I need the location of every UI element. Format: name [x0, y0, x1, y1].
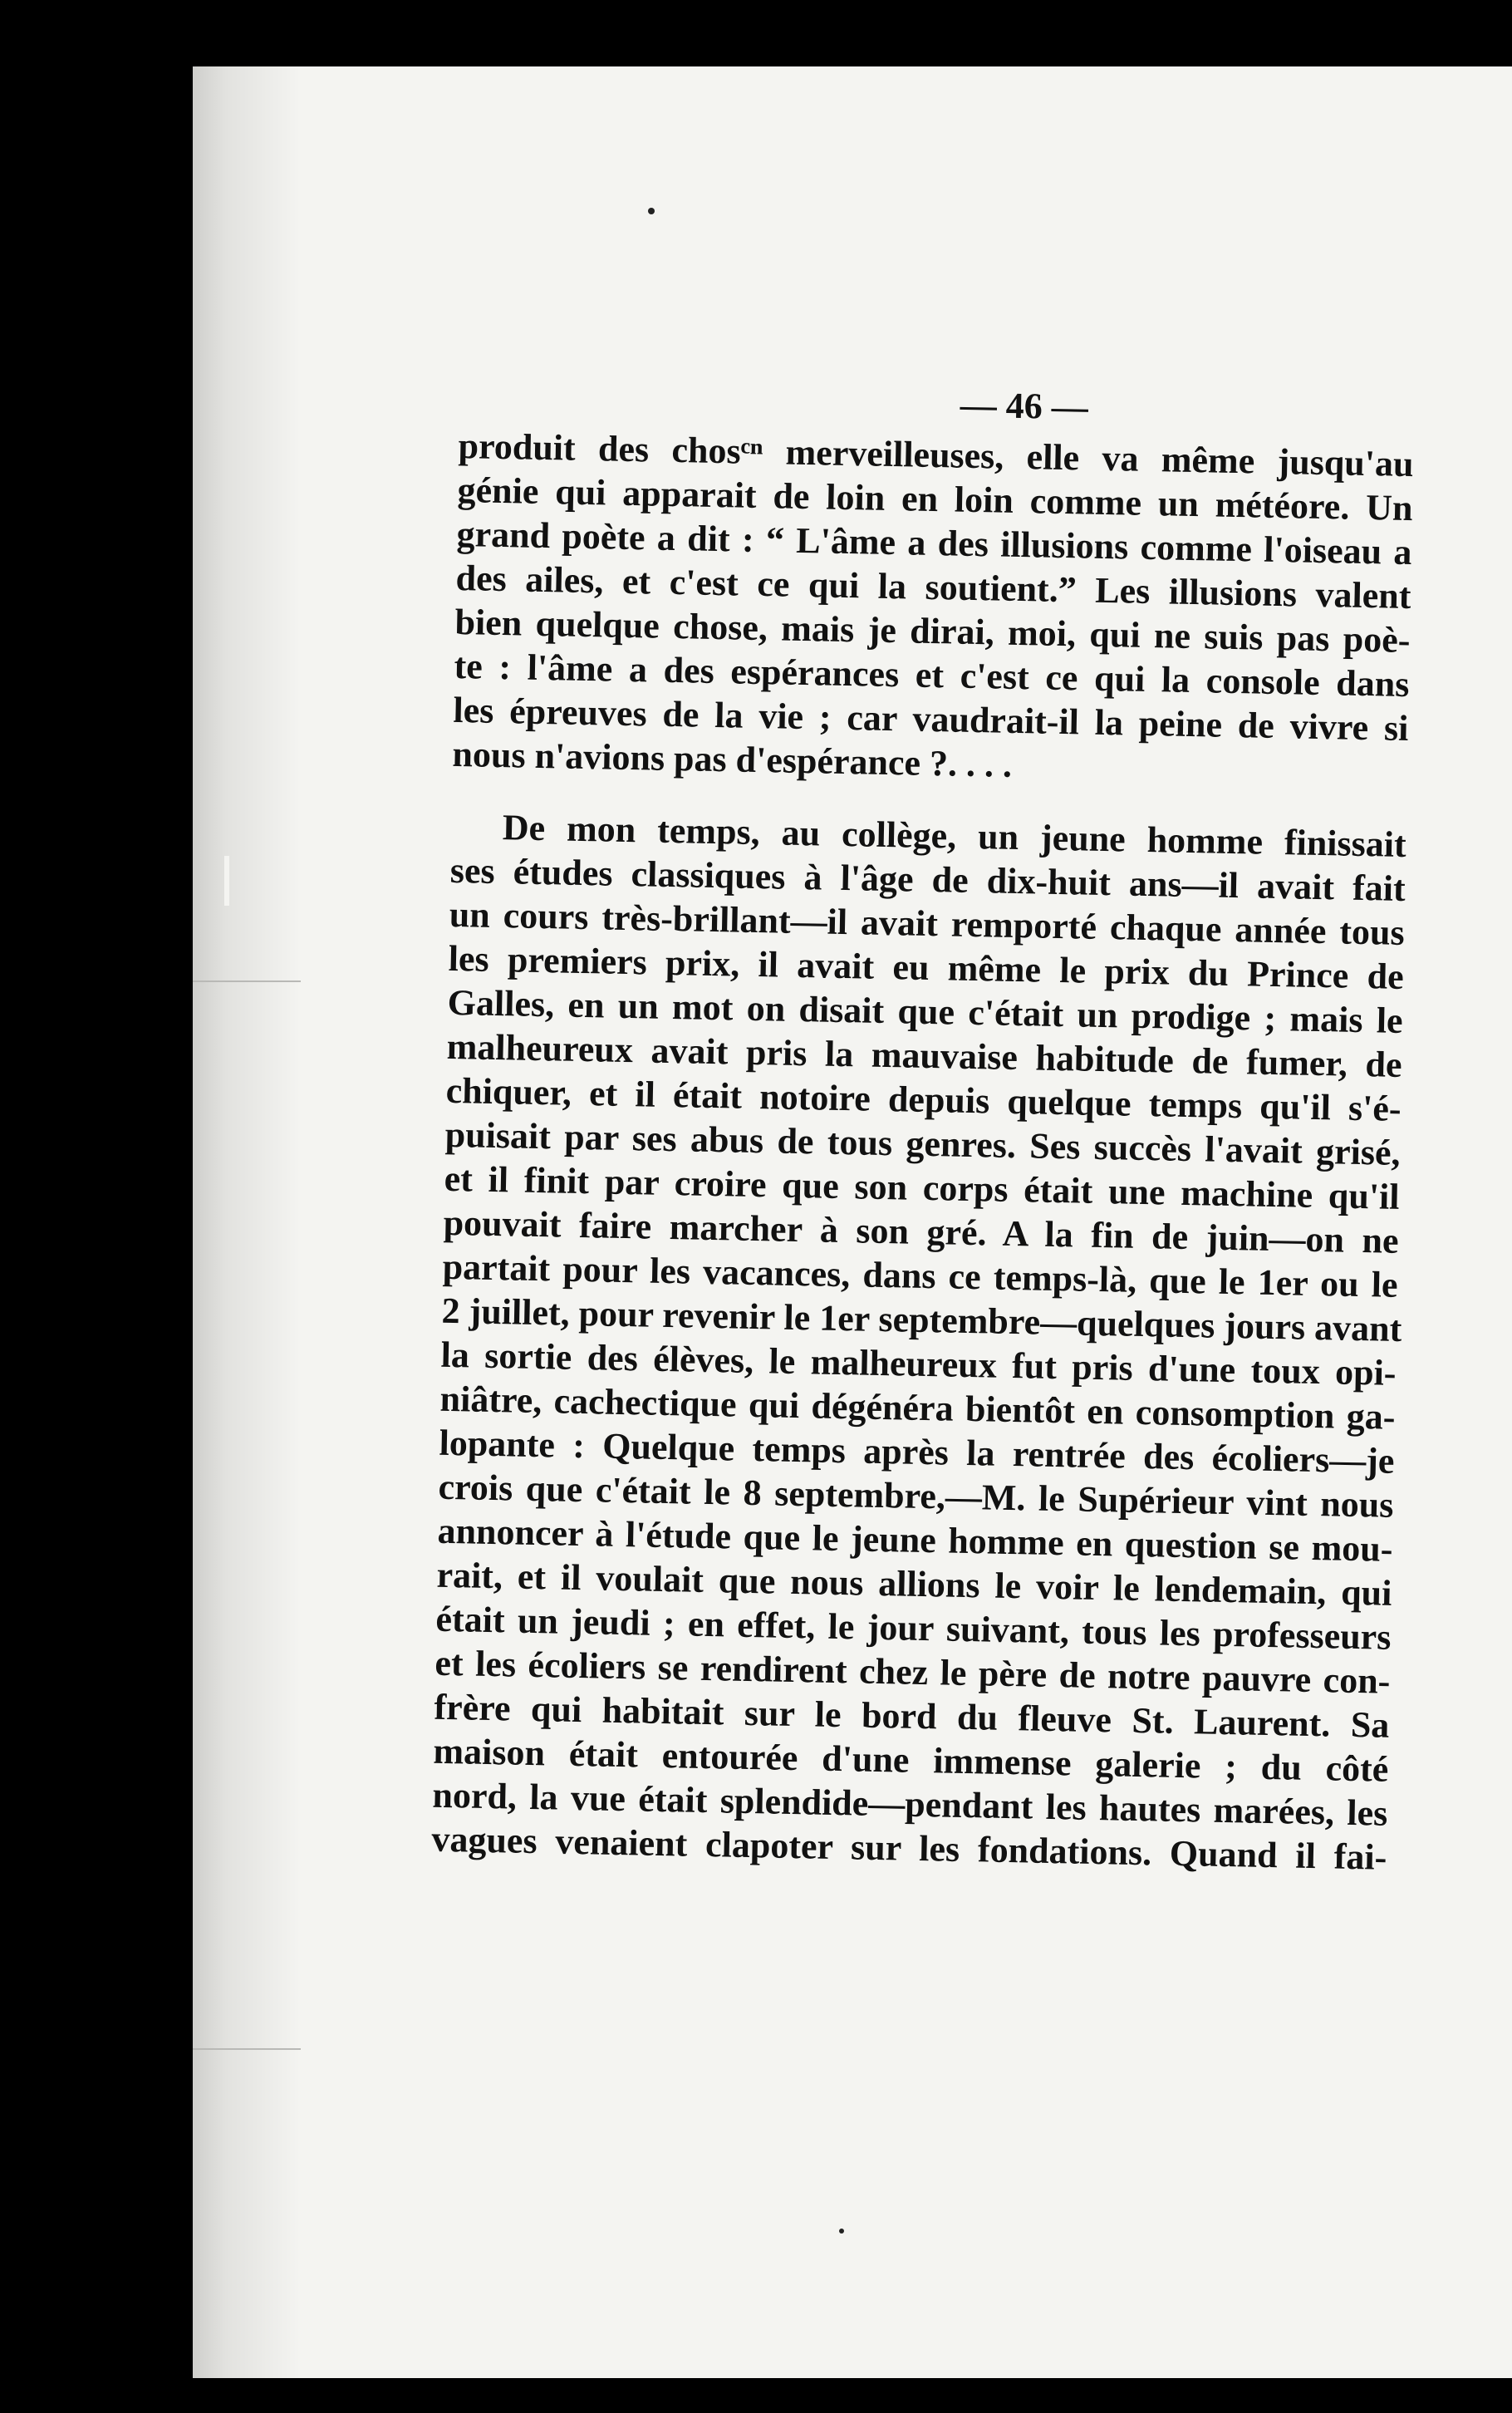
text-line: pouvait faire marcher à son gré. A la fin de juin—on ne: [443, 1202, 1399, 1261]
text-line: nord, la vue était splendide—pendant les hautes marées, les: [432, 1774, 1388, 1834]
page-text: [431, 384, 1414, 1880]
text-line: partait pour les vacances, dans ce temps-là, que le 1er ou le: [442, 1246, 1398, 1305]
text-line: rait, et il voulait que nous allions le voir le lendemain, qui: [436, 1554, 1392, 1614]
ink-speck: [648, 208, 655, 214]
text-line: un cours très-brillant—il avait remporté chaque année tous: [449, 893, 1406, 953]
text-line: annoncer à l'étude que le jeune homme en question se mou-: [437, 1510, 1393, 1570]
text-line: De mon temps, au collège, un jeune homme finissait: [502, 807, 1407, 865]
text-line: crois que c'était le 8 septembre,—M. le Supérieur vint nous: [438, 1466, 1394, 1526]
text-line: les épreuves de la vie ; car vaudrait-il la peine de vivre si: [453, 689, 1409, 749]
page-number: — 46 —: [960, 384, 1089, 428]
text-line: grand poète a dit : “ L'âme a des illusions comme l'oiseau a: [456, 513, 1412, 573]
text-line: chiquer, et il était notoire depuis quelque temps qu'il s'é-: [445, 1069, 1402, 1129]
gutter-crease: [193, 980, 301, 982]
gutter-crease: [193, 2048, 301, 2050]
text-line: te : l'âme a des espérances et c'est ce qui la console dans: [454, 645, 1410, 705]
text-line: 2 juillet, pour revenir le 1er septembre—quelques jours avant: [441, 1290, 1402, 1349]
paragraph-2: [431, 804, 1406, 1880]
text-line: les premiers prix, il avait eu même le prix du Prince de: [448, 937, 1405, 997]
text-line: lopante : Quelque temps après la rentrée des écoliers—je: [439, 1422, 1395, 1482]
text-line: et les écoliers se rendirent chez le père de notre pauvre con-: [434, 1642, 1391, 1702]
text-line: était un jeudi ; en effet, le jour suivant, tous les professeurs: [435, 1598, 1392, 1658]
text-line: produit des chosᶜⁿ merveilleuses, elle va même jusqu'au: [458, 425, 1414, 485]
text-line: malheureux avait pris la mauvaise habitude de fumer, de: [446, 1025, 1403, 1085]
scan-edge-mark: [224, 856, 229, 906]
text-line: génie qui apparait de loin en loin comme un météore. Un: [457, 469, 1413, 529]
text-line: frère qui habitait sur le bord du fleuve St. Laurent. Sa: [434, 1686, 1390, 1746]
text-line: bien quelque chose, mais je dirai, moi, qui ne suis pas poè-: [454, 601, 1411, 661]
text-line: maison était entourée d'une immense galerie ; du côté: [433, 1730, 1389, 1790]
paragraph-1: [452, 424, 1414, 794]
text-line: Galles, en un mot on disait que c'était un prodige ; mais le: [447, 981, 1404, 1041]
text-line: des ailes, et c'est ce qui la soutient.” Les illusions valent: [455, 557, 1411, 617]
text-line: la sortie des élèves, le malheureux fut pris d'une toux opi-: [440, 1334, 1397, 1393]
ink-speck: [839, 2229, 844, 2234]
book-page: [193, 66, 1512, 2378]
scan-edge-mark: [1505, 465, 1512, 499]
text-line: niâtre, cachectique qui dégénéra bientôt en consomption ga-: [439, 1378, 1396, 1437]
page-gutter: [193, 66, 301, 2378]
text-line: et il finit par croire que son corps était une machine qu'il: [444, 1157, 1401, 1217]
text-line: puisait par ses abus de tous genres. Ses succès l'avait grisé,: [444, 1113, 1402, 1173]
text-line: ses études classiques à l'âge de dix-huit ans—il avait fait: [449, 849, 1406, 909]
text-line: vagues venaient clapoter sur les fondations. Quand il fai-: [431, 1818, 1387, 1878]
text-line: nous n'avions pas d'espérance ?. . . .: [452, 733, 1013, 785]
